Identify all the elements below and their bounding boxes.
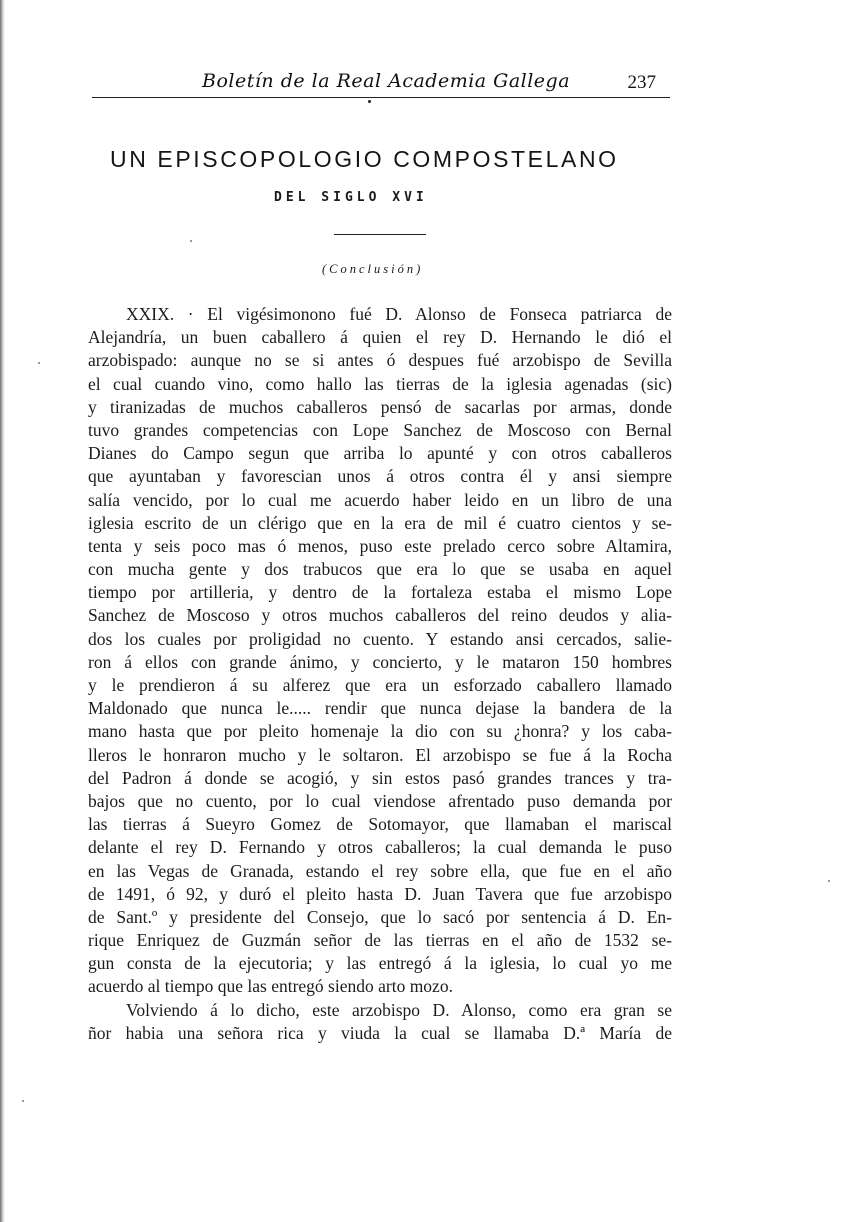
text-line: rique Enriquez de Guzmán señor de las tierras en el año de 1532 se- xyxy=(88,930,672,951)
text-line: dos los cuales por proligidad no cuento. Y estando ansi cercados, salie- xyxy=(88,628,672,649)
text-line: y le prendieron á su alferez que era un esforzado caballero llamado xyxy=(88,675,672,695)
text-line: acuerdo al tiempo que las entregó siendo arto mozo. xyxy=(88,976,453,997)
journal-title: Boletín de la Real Academia Gallega xyxy=(202,70,571,92)
text-line: que ayuntaban y favorescian unos á otros contra él y ansi siempre xyxy=(88,466,672,487)
text-line: ñor habia una señora rica y viuda la cual se llamaba D.ª María de xyxy=(88,1022,672,1043)
text-line: Volviendo á lo dicho, este arzobispo D. Alonso, como era gran se xyxy=(126,999,672,1020)
page-number: 237 xyxy=(627,72,656,93)
scan-speck xyxy=(190,240,192,242)
body-text xyxy=(88,303,672,1045)
text-line: en las Vegas de Granada, estando el rey sobre ella, que fue en el año xyxy=(88,860,672,881)
text-line: arzobispado: aunque no se si antes ó despues fué arzobispo de Sevilla xyxy=(88,350,672,371)
text-line: y tiranizadas de muchos caballeros pensó de sacarlas por armas, donde xyxy=(88,396,672,417)
title-divider xyxy=(334,234,426,235)
running-head xyxy=(92,66,670,100)
paragraph xyxy=(88,303,672,999)
text-line: XXIX. · El vigésimonono fué D. Alonso de Fonseca patriarca de xyxy=(126,304,672,324)
scan-speck xyxy=(828,880,830,882)
text-line: delante el rey D. Fernando y otros caballeros; la cual demanda le puso xyxy=(88,837,672,858)
text-line: Dianes do Campo segun que arriba lo apunté y con otros caballeros xyxy=(88,443,672,464)
scan-speck xyxy=(22,1100,24,1102)
page-edge-shadow xyxy=(0,0,5,1222)
header-rule xyxy=(92,97,670,98)
text-line: gun consta de la ejecutoria; y las entregó á la iglesia, lo cual yo me xyxy=(88,953,672,974)
text-line: de Sant.º y presidente del Consejo, que lo sacó por sentencia á D. En- xyxy=(88,906,672,927)
text-line: el cual cuando vino, como hallo las tierras de la iglesia agenadas (sic) xyxy=(88,373,672,394)
article-title: UN EPISCOPOLOGIO COMPOSTELANO xyxy=(110,146,619,172)
text-line: tenta y seis poco mas ó menos, puso este prelado cerco sobre Altamira, xyxy=(88,535,672,556)
text-line: tuvo grandes competencias con Lope Sanchez de Moscoso con Bernal xyxy=(88,419,672,440)
conclusion-note: (Conclusión) xyxy=(322,262,424,276)
scan-speck xyxy=(38,362,40,364)
text-line: salía vencido, por lo cual me acuerdo haber leido en un libro de una xyxy=(88,489,672,510)
text-line: mano hasta que por pleito homenaje la dio con su ¿honra? y los caba- xyxy=(88,721,672,742)
text-line: Sanchez de Moscoso y otros muchos caballeros del reino deudos y alia- xyxy=(88,605,672,626)
text-line: tiempo por artilleria, y dentro de la fortaleza estaba el mismo Lope xyxy=(88,582,672,603)
text-line: ron á ellos con grande ánimo, y concierto, y le mataron 150 hombres xyxy=(88,651,672,672)
text-line: bajos que no cuento, por lo cual viendose afrentado puso demanda por xyxy=(88,790,672,811)
text-line: las tierras á Sueyro Gomez de Sotomayor, que llamaban el mariscal xyxy=(88,814,672,835)
text-line: del Padron á donde se acogió, y sin estos pasó grandes trances y tra- xyxy=(88,767,672,788)
paragraph xyxy=(88,999,672,1045)
header-ornament-dot xyxy=(368,100,371,103)
article-subtitle: DEL SIGLO XVI xyxy=(274,190,428,205)
text-line: iglesia escrito de un clérigo que en la era de mil é cuatro cientos y se- xyxy=(88,512,672,533)
text-line: con mucha gente y dos trabucos que era lo que se usaba en aquel xyxy=(88,559,672,580)
text-line: de 1491, ó 92, y duró el pleito hasta D. Juan Tavera que fue arzobispo xyxy=(88,883,672,904)
text-line: Alejandría, un buen caballero á quien el rey D. Hernando le dió el xyxy=(88,327,672,348)
text-line: lleros le honraron mucho y le soltaron. El arzobispo se fue á la Rocha xyxy=(88,744,672,765)
text-line: Maldonado que nunca le..... rendir que nunca dejase la bandera de la xyxy=(88,698,672,719)
